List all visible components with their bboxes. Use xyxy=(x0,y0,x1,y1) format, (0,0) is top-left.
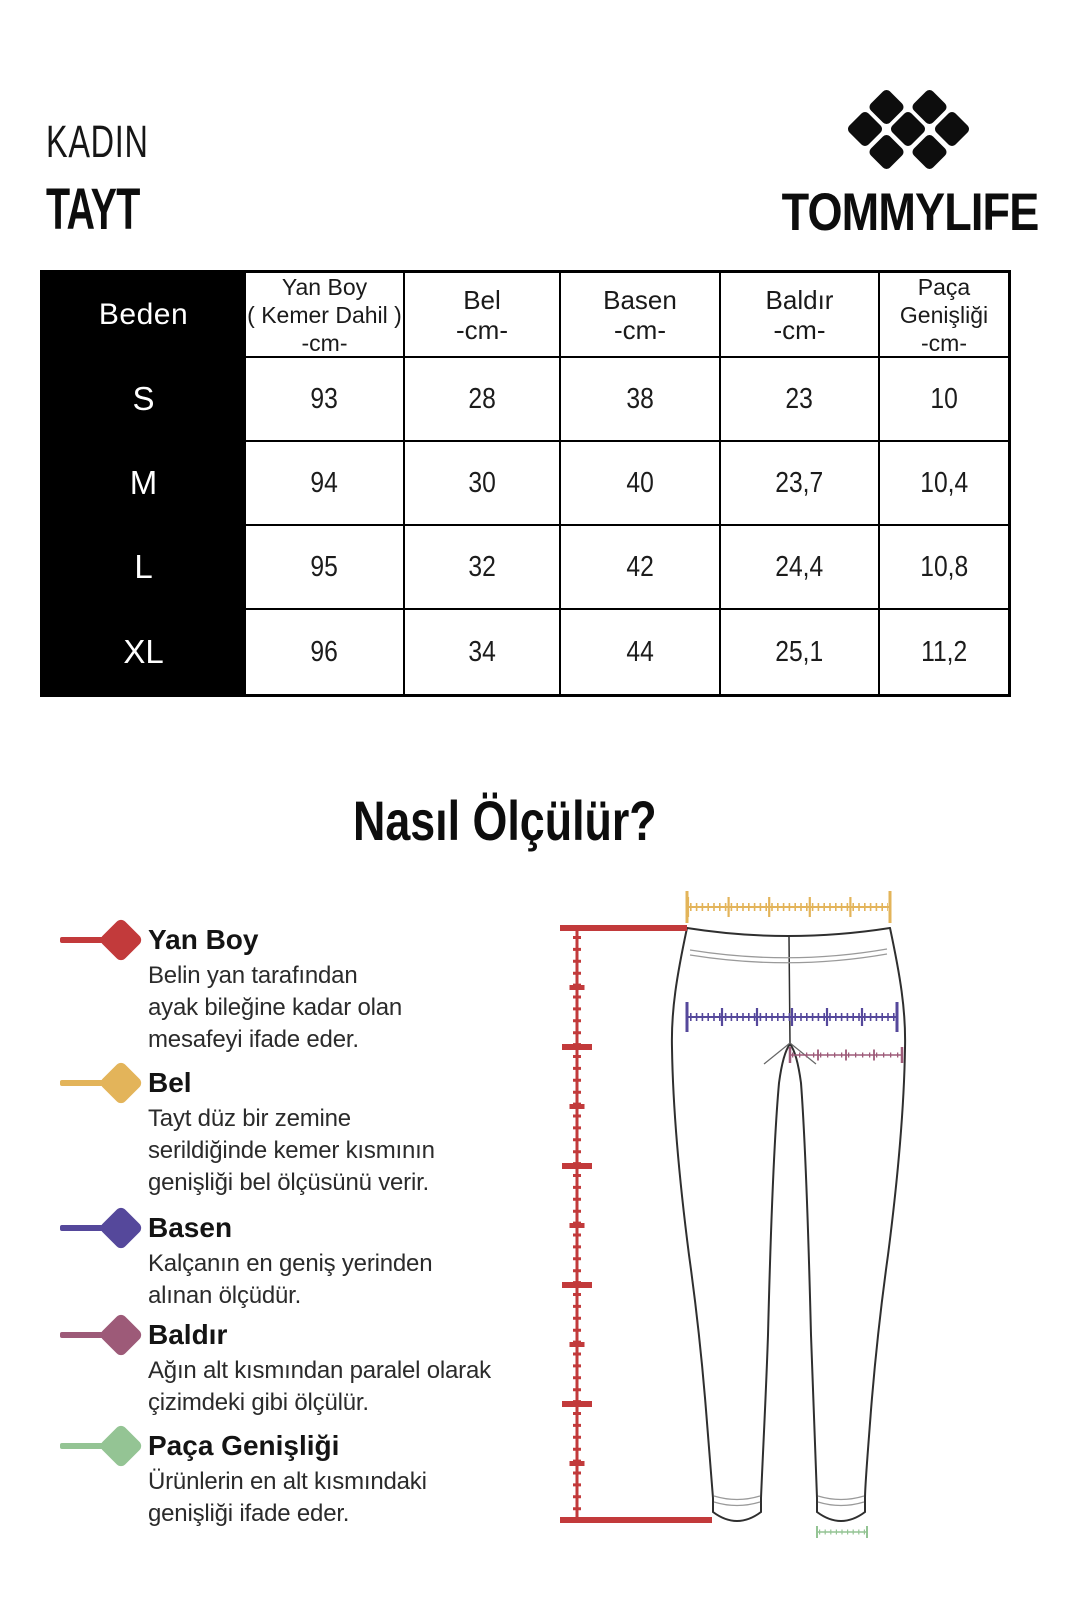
table-cell: 32 xyxy=(405,526,561,610)
col-header-text: Beden xyxy=(98,297,189,331)
measurement-diagram xyxy=(540,850,1060,1620)
basen-ruler xyxy=(686,1002,898,1032)
table-cell: 96 xyxy=(246,610,405,694)
product-title: TAYT xyxy=(46,177,140,242)
col-header-paca-genisligi: Paça Genişliği -cm- xyxy=(880,273,1008,358)
col-header-yan-boy: Yan Boy ( Kemer Dahil ) -cm- xyxy=(246,273,405,358)
size-label-s: S xyxy=(43,358,246,442)
table-cell: 24,4 xyxy=(721,526,880,610)
table-cell: 40 xyxy=(561,442,721,526)
size-label-m: M xyxy=(43,442,246,526)
legend-description: Kalçanın en geniş yerinden alınan ölçüdür. xyxy=(148,1250,433,1309)
legend-description: Ağın alt kısmından paralel olarak çizimdeki gibi ölçülür. xyxy=(148,1357,491,1416)
bel-ruler xyxy=(687,891,891,923)
col-header-baldir: Baldır -cm- xyxy=(721,273,880,358)
legend-label: Bel xyxy=(148,1067,192,1098)
table-cell: 42 xyxy=(561,526,721,610)
table-cell: 25,1 xyxy=(721,610,880,694)
legend-description: Ürünlerin en alt kısmındaki genişliği ifade eder. xyxy=(148,1468,427,1527)
table-cell: 10,4 xyxy=(880,442,1008,526)
legend-label: Paça Genişliği xyxy=(148,1430,340,1461)
col-header-bel: Bel -cm- xyxy=(405,273,561,358)
paca-genisligi-ruler xyxy=(817,1526,867,1538)
size-table xyxy=(40,270,1011,697)
baldir-ruler xyxy=(789,1047,903,1063)
table-cell: 23 xyxy=(721,358,880,442)
legend-label: Basen xyxy=(148,1212,233,1243)
size-label-l: L xyxy=(43,526,246,610)
seam-lines xyxy=(690,949,887,1506)
table-cell: 11,2 xyxy=(920,635,968,668)
diamond-marker-icon xyxy=(98,1423,143,1468)
brand-wordmark: TOMMYLIFE xyxy=(781,183,1039,242)
table-cell: 10,8 xyxy=(880,526,1008,610)
table-cell: 95 xyxy=(246,526,405,610)
brand-logo-icon xyxy=(783,82,1035,182)
table-cell: 93 xyxy=(246,358,405,442)
legend-description: Tayt düz bir zemine serildiğinde kemer kısmının genişliği bel ölçüsünü verir. xyxy=(148,1105,435,1196)
how-to-measure-title: Nasıl Ölçülür? xyxy=(353,789,657,852)
diamond-marker-icon xyxy=(98,917,143,962)
col-header-beden xyxy=(43,273,246,358)
size-label-xl: XL xyxy=(43,610,246,694)
table-cell: 30 xyxy=(405,442,561,526)
table-cell: 44 xyxy=(561,610,721,694)
diamond-marker-icon xyxy=(98,1060,143,1105)
diamond-marker-icon xyxy=(98,1205,143,1250)
category-title: KADIN xyxy=(46,116,149,167)
diamond-marker-icon xyxy=(98,1312,143,1357)
col-header-basen: Basen -cm- xyxy=(561,273,721,358)
table-cell: 34 xyxy=(405,610,561,694)
table-cell: 28 xyxy=(405,358,561,442)
table-cell: 23,7 xyxy=(721,442,880,526)
legend-label: Baldır xyxy=(148,1319,228,1350)
table-cell: 10 xyxy=(880,358,1008,442)
diamond-cluster-icon xyxy=(846,88,971,171)
table-cell: 94 xyxy=(246,442,405,526)
legend-label: Yan Boy xyxy=(148,924,259,955)
table-cell: 38 xyxy=(561,358,721,442)
legend-description: Belin yan tarafından ayak bileğine kadar olan mesafeyi ifade eder. xyxy=(148,962,403,1053)
